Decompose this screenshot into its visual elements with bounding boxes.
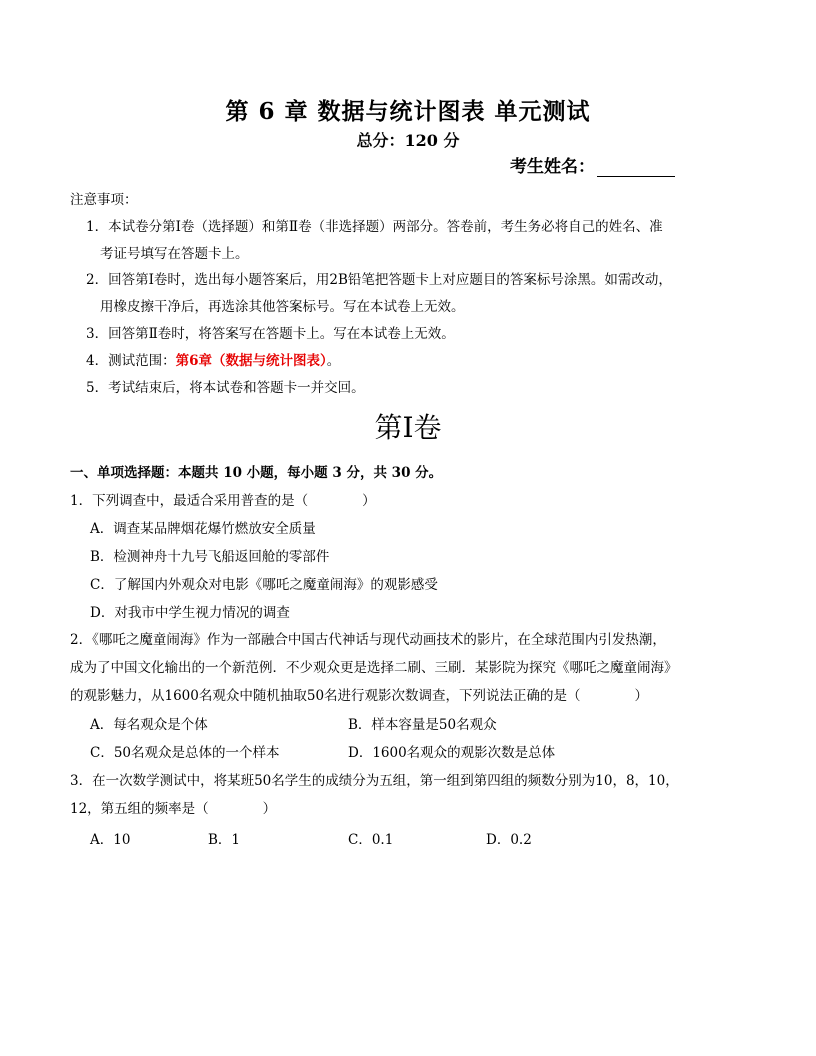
question-1-option-c: C．了解国内外观众对电影《哪吒之魔童闹海》的观影感受 (90, 577, 438, 593)
question-1-option-a: A．调查某品牌烟花爆竹燃放安全质量 (90, 521, 316, 537)
note-item: 1．本试卷分第Ⅰ卷（选择题）和第Ⅱ卷（非选择题）两部分。答卷前，考生务必将自己的姓名、准 (86, 219, 663, 235)
question-1-option-b: B．检测神舟十九号飞船返回舱的零部件 (90, 549, 330, 565)
examinee-name-field (510, 152, 675, 177)
notes-heading: 注意事项： (70, 192, 138, 208)
question-2-option-b: B．样本容量是50名观众 (348, 717, 497, 733)
question-2-option-c: C．50名观众是总体的一个样本 (90, 745, 280, 761)
question-3-option-d: D．0.2 (486, 832, 532, 848)
scope-end: 。 (326, 353, 341, 369)
note-item: 3．回答第Ⅱ卷时，将答案写在答题卡上。写在本试卷上无效。 (86, 326, 455, 342)
note-item: 考证号填写在答题卡上。 (100, 246, 249, 262)
question-3-option-b: B．1 (208, 832, 241, 848)
question-3-line: 12，第五组的频率是（ ） (70, 801, 277, 817)
section-heading: 一、单项选择题：本题共 10 小题，每小题 3 分，共 30 分。 (70, 465, 443, 481)
question-2-option-d: D．1600名观众的观影次数是总体 (348, 745, 556, 761)
page-title: 第 6 章 数据与统计图表 单元测试 (225, 98, 591, 125)
question-3-line: 3．在一次数学测试中，将某班50名学生的成绩分为五组，第一组到第四组的频数分别为10，8，10， (70, 773, 679, 789)
scope-label: 4．测试范围： (86, 353, 176, 369)
question-2-option-a: A．每名观众是个体 (90, 717, 208, 733)
question-2-line: 的观影魅力，从1600名观众中随机抽取50名进行观影次数调查，下列说法正确的是（ ） (70, 688, 649, 704)
total-score: 总分：120 分 (356, 131, 460, 150)
question-1-stem: 1．下列调查中，最适合采用普查的是（ ） (70, 493, 376, 509)
question-3-option-c: C．0.1 (348, 832, 394, 848)
examinee-name-label: 考生姓名： (510, 157, 595, 177)
note-item: 5．考试结束后，将本试卷和答题卡一并交回。 (86, 380, 365, 396)
question-2-line: 成为了中国文化输出的一个新范例．不少观众更是选择二刷、三刷．某影院为探究《哪吒之魔童闹海》 (70, 660, 678, 676)
question-1-option-d: D．对我市中学生视力情况的调查 (90, 605, 290, 621)
note-item: 用橡皮擦干净后，再选涂其他答案标号。写在本试卷上无效。 (100, 299, 465, 315)
part-title: 第Ⅰ卷 (374, 411, 442, 444)
note-item-scope (86, 349, 340, 369)
question-2-line: 2．《哪吒之魔童闹海》作为一部融合中国古代神话与现代动画技术的影片，在全球范围内引发热潮， (70, 632, 666, 648)
question-3-option-a: A．10 (90, 832, 131, 848)
scope-highlight: 第6章（数据与统计图表） (175, 353, 327, 369)
examinee-name-blank (597, 158, 675, 177)
note-item: 2．回答第Ⅰ卷时，选出每小题答案后，用2B铅笔把答题卡上对应题目的答案标号涂黑。如需改动， (86, 272, 672, 288)
